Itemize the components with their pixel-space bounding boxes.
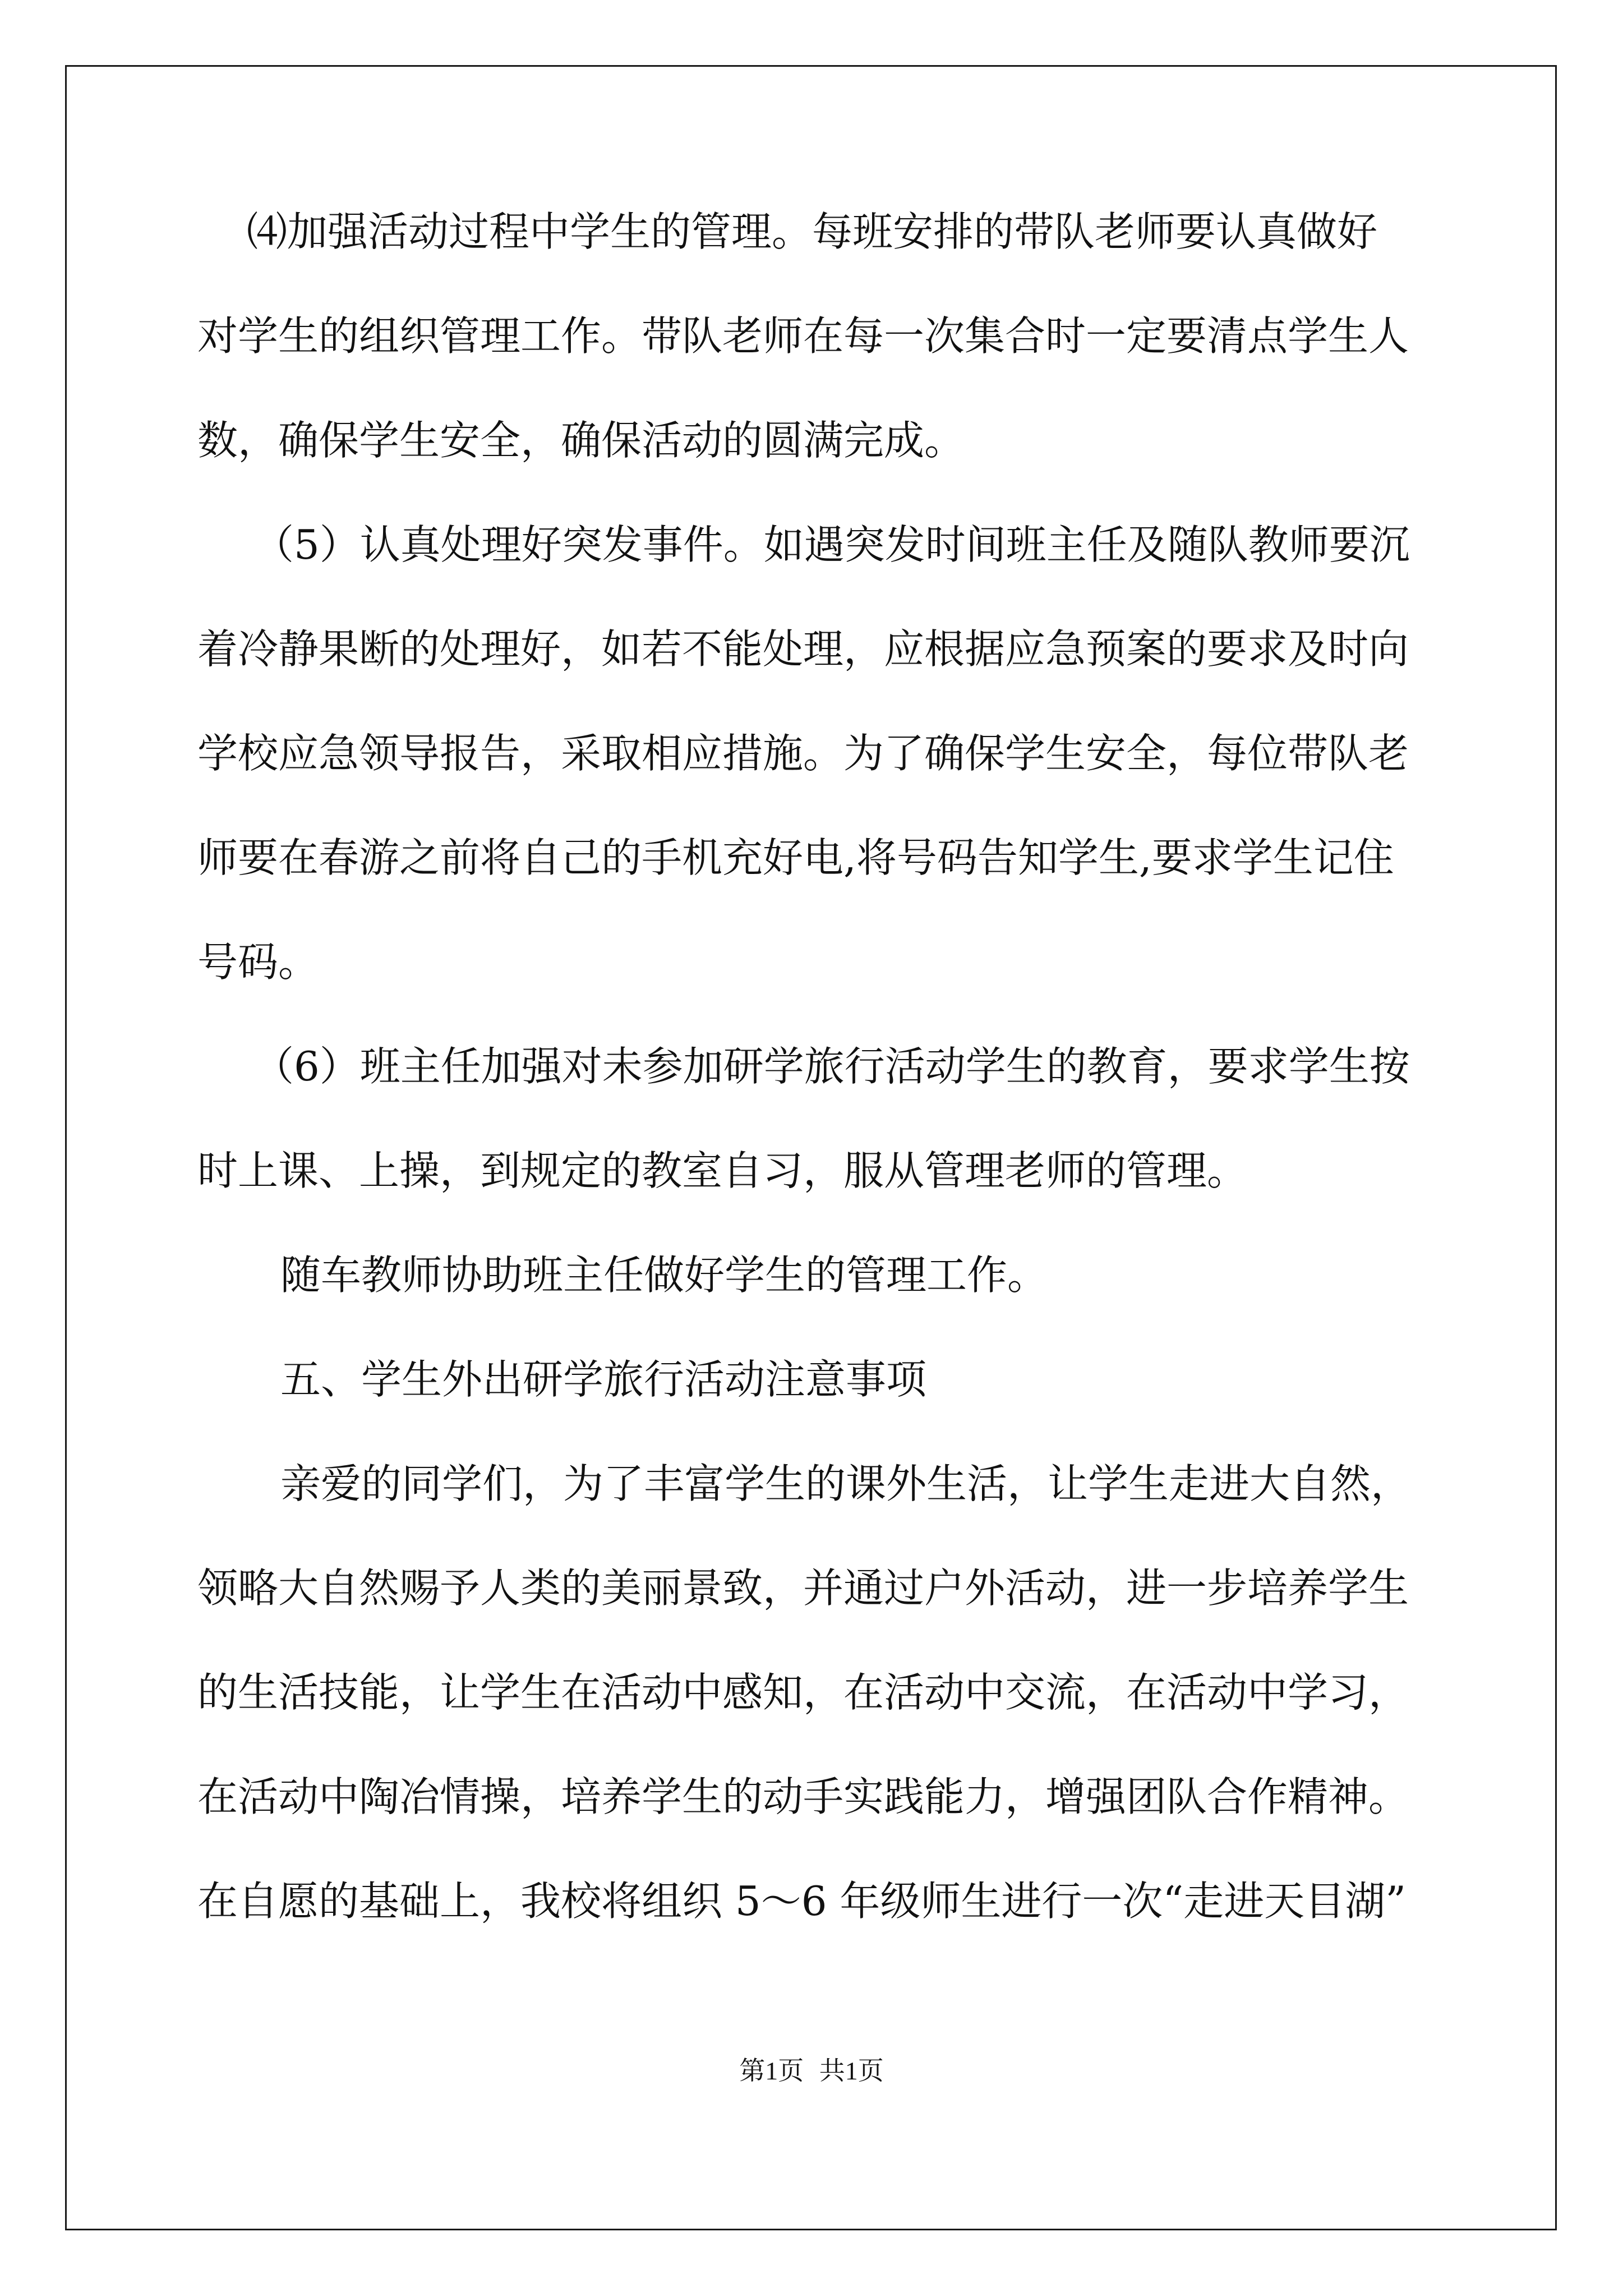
paragraph-line: （6）班主任加强对未参加研学旅行活动学生的教育，要求学生按 xyxy=(253,1043,1410,1090)
paragraph-line: 的生活技能，让学生在活动中感知，在活动中交流，在活动中学习， xyxy=(197,1669,1409,1716)
paragraph-line: 学校应急领导报告，采取相应措施。为了确保学生安全，每位带队老 xyxy=(197,730,1409,777)
page-total: 共1页 xyxy=(819,2056,884,2085)
paragraph-line: ⑷加强活动过程中学生的管理。每班安排的带队老师要认真做好 xyxy=(247,208,1378,255)
paragraph-line: 亲爱的同学们，为了丰富学生的课外生活，让学生走进大自然， xyxy=(280,1460,1412,1507)
paragraph-line: 着冷静果断的处理好，如若不能处理，应根据应急预案的要求及时向 xyxy=(197,625,1409,673)
paragraph-line: 在活动中陶冶情操，培养学生的动手实践能力，增强团队合作精神。 xyxy=(197,1773,1409,1820)
paragraph-line: 对学生的组织管理工作。带队老师在每一次集合时一定要清点学生人 xyxy=(197,312,1409,360)
paragraph-line: 在自愿的基础上，我校将组织 5～6 年级师生进行一次“走进天目湖” xyxy=(197,1878,1407,1925)
page-number: 第1页 xyxy=(739,2056,804,2085)
page-footer xyxy=(0,2054,1623,2088)
paragraph-line: 领略大自然赐予人类的美丽景致，并通过户外活动，进一步培养学生 xyxy=(197,1565,1409,1612)
section-heading: 五、学生外出研学旅行活动注意事项 xyxy=(280,1356,927,1403)
paragraph-line: 随车教师协助班主任做好学生的管理工作。 xyxy=(280,1251,1048,1299)
paragraph-line: 号码。 xyxy=(197,938,319,986)
paragraph-line: 时上课、上操，到规定的教室自习，服从管理老师的管理。 xyxy=(197,1147,1248,1194)
paragraph-line: （5）认真处理好突发事件。如遇突发时间班主任及随队教师要沉 xyxy=(253,521,1410,568)
paragraph-line: 数，确保学生安全，确保活动的圆满完成。 xyxy=(197,417,965,464)
paragraph-line: 师要在春游之前将自己的手机充好电,将号码告知学生,要求学生记住 xyxy=(197,834,1394,881)
